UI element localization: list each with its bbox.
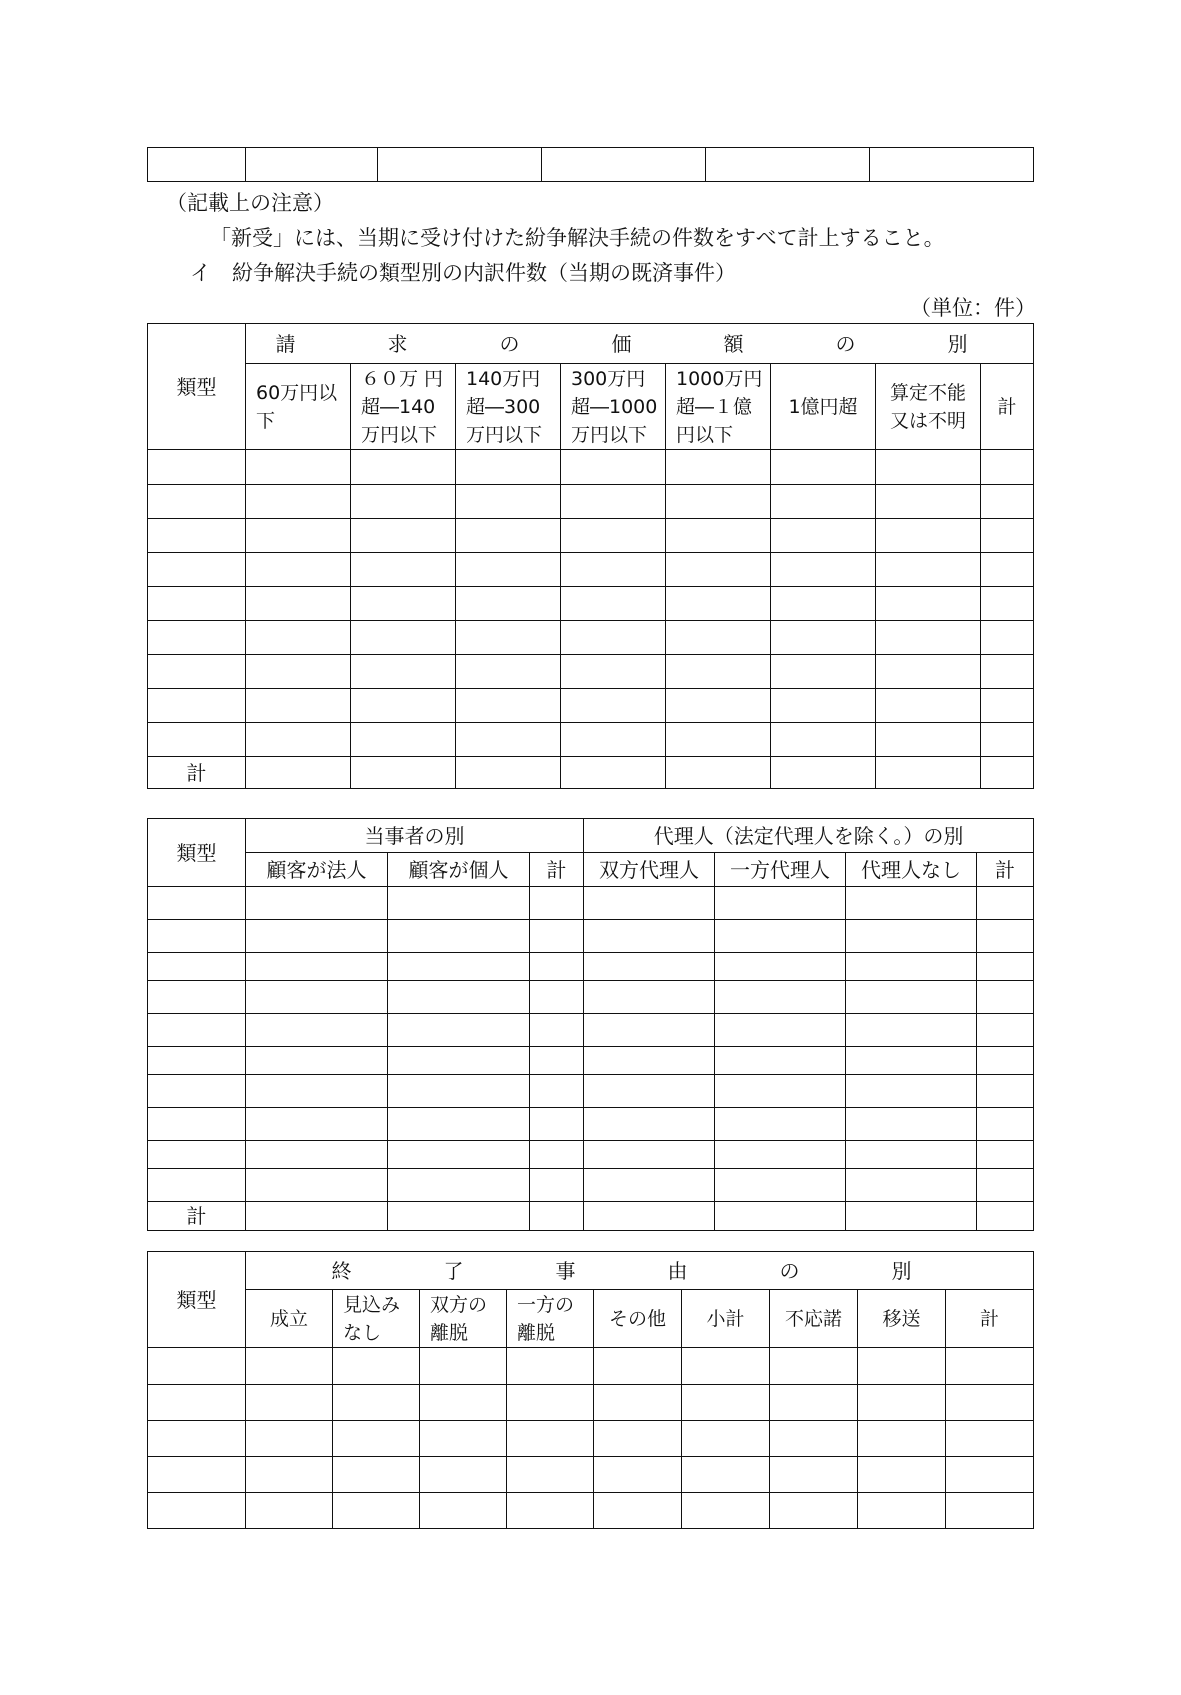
count-cell[interactable] [715, 981, 846, 1014]
count-cell[interactable] [584, 920, 715, 953]
table-row [148, 655, 1034, 689]
top-cell [378, 148, 542, 182]
type-cell[interactable] [148, 553, 246, 587]
count-cell[interactable] [666, 655, 771, 689]
count-cell[interactable] [715, 1014, 846, 1047]
count-cell[interactable] [584, 1202, 715, 1231]
claim-value-column-header: 算定不能 又は不明 [876, 364, 981, 450]
type-cell[interactable] [148, 953, 246, 981]
count-cell[interactable] [666, 757, 771, 789]
count-cell[interactable] [876, 655, 981, 689]
table-row [148, 1169, 1034, 1202]
count-cell[interactable] [981, 621, 1034, 655]
count-cell[interactable] [351, 519, 456, 553]
count-cell[interactable] [876, 757, 981, 789]
count-cell[interactable] [246, 953, 388, 981]
count-cell[interactable] [977, 1108, 1034, 1141]
type-cell[interactable] [148, 621, 246, 655]
count-cell[interactable] [246, 519, 351, 553]
count-cell[interactable] [561, 689, 666, 723]
table-row [148, 723, 1034, 757]
top-cell [246, 148, 378, 182]
count-cell[interactable] [977, 981, 1034, 1014]
top-table [147, 147, 1034, 182]
agent-column-header: 一方代理人 [715, 853, 846, 887]
count-cell[interactable] [981, 655, 1034, 689]
count-cell[interactable] [715, 1047, 846, 1075]
count-cell[interactable] [770, 1457, 858, 1493]
table-row [148, 887, 1034, 920]
table-row [148, 450, 1034, 485]
count-cell[interactable] [388, 981, 530, 1014]
count-cell[interactable] [858, 1348, 946, 1385]
count-cell[interactable] [420, 1421, 507, 1457]
count-cell[interactable] [351, 553, 456, 587]
type-cell[interactable] [148, 689, 246, 723]
count-cell[interactable] [561, 621, 666, 655]
count-cell[interactable] [846, 920, 977, 953]
count-cell[interactable] [507, 1348, 594, 1385]
type-cell[interactable] [148, 981, 246, 1014]
count-cell[interactable] [246, 1348, 333, 1385]
count-cell[interactable] [561, 450, 666, 485]
count-cell[interactable] [846, 953, 977, 981]
type-cell[interactable] [148, 1385, 246, 1421]
count-cell[interactable] [561, 519, 666, 553]
count-cell[interactable] [530, 1202, 584, 1231]
count-cell[interactable] [981, 519, 1034, 553]
table-row [148, 1014, 1034, 1047]
table-row [148, 519, 1034, 553]
count-cell[interactable] [771, 519, 876, 553]
type-cell[interactable] [148, 1169, 246, 1202]
count-cell[interactable] [530, 1141, 584, 1169]
count-cell[interactable] [771, 723, 876, 757]
table-row [148, 1202, 1034, 1231]
count-cell[interactable] [388, 1141, 530, 1169]
count-cell[interactable] [682, 1421, 770, 1457]
count-cell[interactable] [666, 587, 771, 621]
claim-value-group-header: 請 求 の 価 額 の 別 [246, 324, 1034, 364]
count-cell[interactable] [876, 553, 981, 587]
count-cell[interactable] [977, 1075, 1034, 1108]
table-row [148, 1108, 1034, 1141]
count-cell[interactable] [771, 450, 876, 485]
count-cell[interactable] [771, 485, 876, 519]
count-cell[interactable] [456, 621, 561, 655]
count-cell[interactable] [246, 1385, 333, 1421]
count-cell[interactable] [977, 1014, 1034, 1047]
count-cell[interactable] [666, 621, 771, 655]
count-cell[interactable] [530, 920, 584, 953]
count-cell[interactable] [507, 1493, 594, 1529]
termination-column-header: 双方の 離脱 [420, 1290, 507, 1348]
count-cell[interactable] [530, 1047, 584, 1075]
agent-column-header: 双方代理人 [584, 853, 715, 887]
type-cell[interactable] [148, 450, 246, 485]
count-cell[interactable] [246, 1075, 388, 1108]
count-cell[interactable] [977, 1047, 1034, 1075]
table-row [148, 920, 1034, 953]
count-cell[interactable] [682, 1493, 770, 1529]
count-cell[interactable] [594, 1493, 682, 1529]
count-cell[interactable] [388, 1202, 530, 1231]
count-cell[interactable] [771, 655, 876, 689]
count-cell[interactable] [715, 1075, 846, 1108]
count-cell[interactable] [246, 553, 351, 587]
count-cell[interactable] [876, 621, 981, 655]
count-cell[interactable] [981, 553, 1034, 587]
table-row [148, 553, 1034, 587]
total-row-label: 計 [148, 757, 246, 789]
count-cell[interactable] [715, 1108, 846, 1141]
count-cell[interactable] [771, 621, 876, 655]
count-cell[interactable] [246, 655, 351, 689]
count-cell[interactable] [715, 953, 846, 981]
count-cell[interactable] [388, 1075, 530, 1108]
count-cell[interactable] [876, 450, 981, 485]
count-cell[interactable] [246, 1014, 388, 1047]
count-cell[interactable] [771, 553, 876, 587]
count-cell[interactable] [981, 723, 1034, 757]
count-cell[interactable] [530, 981, 584, 1014]
count-cell[interactable] [388, 920, 530, 953]
count-cell[interactable] [456, 519, 561, 553]
count-cell[interactable] [584, 953, 715, 981]
notes-heading: （記載上の注意） [166, 191, 334, 215]
count-cell[interactable] [715, 887, 846, 920]
table-row [148, 1141, 1034, 1169]
count-cell[interactable] [946, 1457, 1034, 1493]
termination-column-header: その他 [594, 1290, 682, 1348]
count-cell[interactable] [715, 920, 846, 953]
count-cell[interactable] [388, 1169, 530, 1202]
count-cell[interactable] [715, 1202, 846, 1231]
count-cell[interactable] [594, 1421, 682, 1457]
count-cell[interactable] [770, 1348, 858, 1385]
count-cell[interactable] [876, 587, 981, 621]
type-cell[interactable] [148, 1047, 246, 1075]
count-cell[interactable] [351, 689, 456, 723]
count-cell[interactable] [351, 757, 456, 789]
count-cell[interactable] [530, 887, 584, 920]
type-cell[interactable] [148, 485, 246, 519]
type-cell[interactable] [148, 1421, 246, 1457]
top-cell [870, 148, 1034, 182]
claim-value-column-header: 140万円 超―300 万円以下 [456, 364, 561, 450]
count-cell[interactable] [846, 1169, 977, 1202]
count-cell[interactable] [858, 1421, 946, 1457]
count-cell[interactable] [584, 887, 715, 920]
count-cell[interactable] [530, 1169, 584, 1202]
count-cell[interactable] [858, 1493, 946, 1529]
count-cell[interactable] [246, 689, 351, 723]
count-cell[interactable] [981, 757, 1034, 789]
count-cell[interactable] [981, 485, 1034, 519]
type-cell[interactable] [148, 723, 246, 757]
type-cell[interactable] [148, 1457, 246, 1493]
count-cell[interactable] [351, 450, 456, 485]
count-cell[interactable] [666, 450, 771, 485]
claim-value-column-header: 計 [981, 364, 1034, 450]
table-row [148, 1421, 1034, 1457]
table-row [148, 621, 1034, 655]
count-cell[interactable] [561, 587, 666, 621]
count-cell[interactable] [530, 1108, 584, 1141]
termination-column-header: 不応諾 [770, 1290, 858, 1348]
count-cell[interactable] [666, 723, 771, 757]
claim-value-column-header: 1億円超 [771, 364, 876, 450]
count-cell[interactable] [456, 723, 561, 757]
party-column-header: 顧客が法人 [246, 853, 388, 887]
count-cell[interactable] [456, 485, 561, 519]
table-row [148, 1385, 1034, 1421]
notes-body: 「新受」には、当期に受け付けた紛争解決手続の件数をすべて計上すること。 [210, 226, 945, 250]
count-cell[interactable] [876, 485, 981, 519]
count-cell[interactable] [561, 553, 666, 587]
count-cell[interactable] [846, 981, 977, 1014]
count-cell[interactable] [977, 920, 1034, 953]
count-cell[interactable] [246, 723, 351, 757]
type-cell[interactable] [148, 1493, 246, 1529]
count-cell[interactable] [333, 1348, 420, 1385]
count-cell[interactable] [246, 621, 351, 655]
count-cell[interactable] [584, 1141, 715, 1169]
count-cell[interactable] [246, 1108, 388, 1141]
count-cell[interactable] [771, 689, 876, 723]
count-cell[interactable] [858, 1385, 946, 1421]
count-cell[interactable] [388, 887, 530, 920]
count-cell[interactable] [388, 1108, 530, 1141]
agent-group-header: 代理人（法定代理人を除く。）の別 [584, 819, 1034, 853]
table-row [148, 587, 1034, 621]
count-cell[interactable] [246, 920, 388, 953]
count-cell[interactable] [981, 450, 1034, 485]
count-cell[interactable] [846, 1202, 977, 1231]
termination-column-header: 移送 [858, 1290, 946, 1348]
count-cell[interactable] [771, 587, 876, 621]
count-cell[interactable] [594, 1385, 682, 1421]
count-cell[interactable] [246, 1202, 388, 1231]
count-cell[interactable] [246, 1169, 388, 1202]
count-cell[interactable] [584, 1047, 715, 1075]
count-cell[interactable] [846, 1141, 977, 1169]
count-cell[interactable] [246, 1493, 333, 1529]
termination-reason-table [147, 1251, 1034, 1529]
count-cell[interactable] [977, 887, 1034, 920]
count-cell[interactable] [666, 689, 771, 723]
count-cell[interactable] [246, 1141, 388, 1169]
type-cell[interactable] [148, 1108, 246, 1141]
type-cell[interactable] [148, 655, 246, 689]
count-cell[interactable] [584, 1014, 715, 1047]
count-cell[interactable] [682, 1348, 770, 1385]
count-cell[interactable] [846, 1108, 977, 1141]
count-cell[interactable] [584, 1169, 715, 1202]
type-cell[interactable] [148, 519, 246, 553]
count-cell[interactable] [858, 1457, 946, 1493]
count-cell[interactable] [388, 1047, 530, 1075]
total-row-label: 計 [148, 1202, 246, 1231]
count-cell[interactable] [682, 1385, 770, 1421]
termination-column-header: 小計 [682, 1290, 770, 1348]
party-column-header: 顧客が個人 [388, 853, 530, 887]
count-cell[interactable] [246, 887, 388, 920]
count-cell[interactable] [715, 1169, 846, 1202]
count-cell[interactable] [946, 1348, 1034, 1385]
count-cell[interactable] [946, 1385, 1034, 1421]
count-cell[interactable] [388, 1014, 530, 1047]
count-cell[interactable] [561, 723, 666, 757]
count-cell[interactable] [977, 1169, 1034, 1202]
type-cell[interactable] [148, 1348, 246, 1385]
count-cell[interactable] [771, 757, 876, 789]
type-cell[interactable] [148, 1141, 246, 1169]
count-cell[interactable] [351, 587, 456, 621]
count-cell[interactable] [977, 1141, 1034, 1169]
count-cell[interactable] [770, 1493, 858, 1529]
claim-value-column-header: 1000万円 超―１億 円以下 [666, 364, 771, 450]
type-cell[interactable] [148, 1014, 246, 1047]
table-row [148, 1075, 1034, 1108]
count-cell[interactable] [846, 1047, 977, 1075]
table-row [148, 1047, 1034, 1075]
table-row [148, 953, 1034, 981]
count-cell[interactable] [561, 757, 666, 789]
count-cell[interactable] [846, 1075, 977, 1108]
count-cell[interactable] [246, 587, 351, 621]
count-cell[interactable] [530, 953, 584, 981]
count-cell[interactable] [246, 757, 351, 789]
count-cell[interactable] [246, 981, 388, 1014]
count-cell[interactable] [351, 723, 456, 757]
type-header: 類型 [148, 1252, 246, 1348]
count-cell[interactable] [876, 519, 981, 553]
termination-column-header: 一方の 離脱 [507, 1290, 594, 1348]
count-cell[interactable] [682, 1457, 770, 1493]
count-cell[interactable] [666, 519, 771, 553]
top-cell [706, 148, 870, 182]
claim-value-column-header: 300万円 超―1000 万円以下 [561, 364, 666, 450]
count-cell[interactable] [351, 655, 456, 689]
count-cell[interactable] [420, 1348, 507, 1385]
count-cell[interactable] [456, 587, 561, 621]
table-row [148, 689, 1034, 723]
count-cell[interactable] [666, 553, 771, 587]
count-cell[interactable] [246, 1421, 333, 1457]
count-cell[interactable] [770, 1421, 858, 1457]
count-cell[interactable] [420, 1385, 507, 1421]
count-cell[interactable] [333, 1385, 420, 1421]
claim-value-column-header: ６０万 円 超―140 万円以下 [351, 364, 456, 450]
count-cell[interactable] [246, 1457, 333, 1493]
count-cell[interactable] [561, 485, 666, 519]
table-row [148, 1457, 1034, 1493]
count-cell[interactable] [333, 1457, 420, 1493]
count-cell[interactable] [666, 485, 771, 519]
claim-value-column-header: 60万円以 下 [246, 364, 351, 450]
count-cell[interactable] [246, 485, 351, 519]
count-cell[interactable] [530, 1014, 584, 1047]
count-cell[interactable] [594, 1457, 682, 1493]
count-cell[interactable] [333, 1421, 420, 1457]
type-cell[interactable] [148, 587, 246, 621]
termination-column-header: 見込み なし [333, 1290, 420, 1348]
type-header: 類型 [148, 819, 246, 887]
count-cell[interactable] [420, 1457, 507, 1493]
count-cell[interactable] [456, 757, 561, 789]
count-cell[interactable] [876, 723, 981, 757]
top-cell [148, 148, 246, 182]
termination-column-header: 成立 [246, 1290, 333, 1348]
count-cell[interactable] [946, 1493, 1034, 1529]
count-cell[interactable] [456, 689, 561, 723]
count-cell[interactable] [584, 981, 715, 1014]
count-cell[interactable] [246, 1047, 388, 1075]
agent-column-header: 代理人なし [846, 853, 977, 887]
termination-group-header: 終 了 事 由 の 別 [246, 1252, 1034, 1290]
count-cell[interactable] [584, 1075, 715, 1108]
type-header: 類型 [148, 324, 246, 450]
count-cell[interactable] [456, 450, 561, 485]
count-cell[interactable] [333, 1493, 420, 1529]
count-cell[interactable] [715, 1141, 846, 1169]
section-title: イ 紛争解決手続の類型別の内訳件数（当期の既済事件） [190, 261, 736, 285]
count-cell[interactable] [584, 1108, 715, 1141]
termination-column-header: 計 [946, 1290, 1034, 1348]
table-row [148, 485, 1034, 519]
party-group-header: 当事者の別 [246, 819, 584, 853]
count-cell[interactable] [981, 587, 1034, 621]
party-column-header: 計 [530, 853, 584, 887]
party-agent-table [147, 818, 1034, 1231]
count-cell[interactable] [507, 1457, 594, 1493]
table-row [148, 1493, 1034, 1529]
count-cell[interactable] [561, 655, 666, 689]
table-row [148, 981, 1034, 1014]
unit-label: （単位：件） [910, 296, 1036, 320]
count-cell[interactable] [246, 450, 351, 485]
count-cell[interactable] [846, 887, 977, 920]
agent-column-header: 計 [977, 853, 1034, 887]
type-cell[interactable] [148, 887, 246, 920]
count-cell[interactable] [946, 1421, 1034, 1457]
count-cell[interactable] [351, 621, 456, 655]
table-row [148, 757, 1034, 789]
count-cell[interactable] [507, 1385, 594, 1421]
count-cell[interactable] [420, 1493, 507, 1529]
table-row [148, 1348, 1034, 1385]
count-cell[interactable] [876, 689, 981, 723]
type-cell[interactable] [148, 1075, 246, 1108]
claim-value-table [147, 323, 1034, 789]
count-cell[interactable] [456, 655, 561, 689]
count-cell[interactable] [846, 1014, 977, 1047]
count-cell[interactable] [456, 553, 561, 587]
count-cell[interactable] [507, 1421, 594, 1457]
count-cell[interactable] [977, 1202, 1034, 1231]
count-cell[interactable] [594, 1348, 682, 1385]
top-cell [542, 148, 706, 182]
count-cell[interactable] [388, 953, 530, 981]
count-cell[interactable] [770, 1385, 858, 1421]
count-cell[interactable] [977, 953, 1034, 981]
count-cell[interactable] [351, 485, 456, 519]
count-cell[interactable] [530, 1075, 584, 1108]
count-cell[interactable] [981, 689, 1034, 723]
type-cell[interactable] [148, 920, 246, 953]
